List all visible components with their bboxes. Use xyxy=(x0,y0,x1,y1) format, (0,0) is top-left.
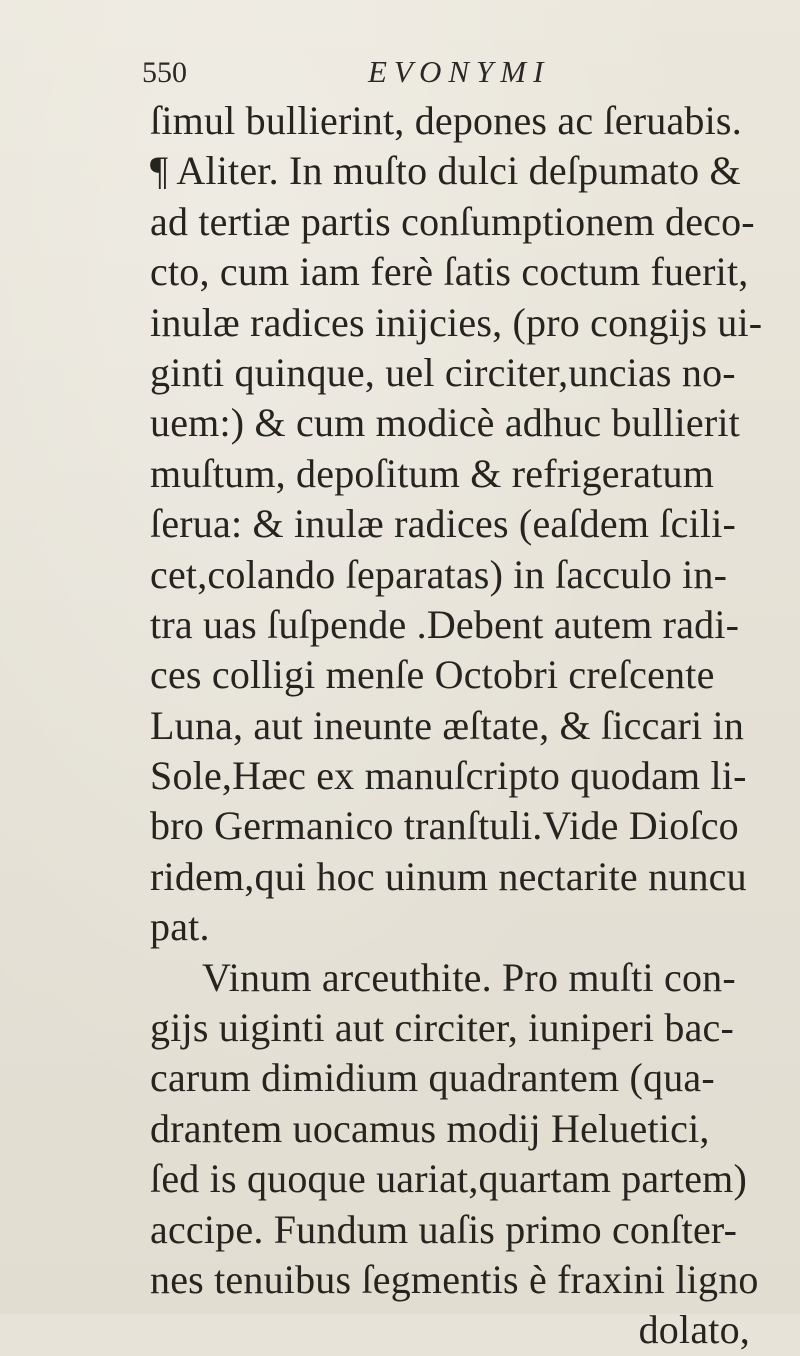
text-line: drantem uocamus modij Heluetici, xyxy=(150,1105,710,1151)
running-head: EVONYMI xyxy=(368,54,551,89)
text-line: ſimul bullierint, depones ac ſeruabis. xyxy=(150,98,742,143)
text-line: Luna, aut ineunte æſtate, & ſiccari in xyxy=(150,702,745,748)
text-line: gijs uiginti aut circiter, iuniperi bac- xyxy=(150,1005,734,1051)
text-line: cto, cum iam ferè ſatis coctum fuerit, xyxy=(150,249,749,295)
text-line: nes tenuibus ſegmentis è fraxini ligno xyxy=(150,1256,759,1302)
text-line: Vinum arceuthite. Pro muſti con- xyxy=(202,954,736,1000)
text-line: ridem,qui hoc uinum nectarite nuncu xyxy=(150,853,747,899)
text-line: pat. xyxy=(150,904,210,950)
text-line: muſtum, depoſitum & refrigeratum xyxy=(150,450,715,496)
text-line: ad tertiæ partis conſumptionem deco- xyxy=(150,198,755,244)
text-line: ſed is quoque uariat,quartam partem) xyxy=(150,1156,747,1202)
text-line: cet,colando ſeparatas) in ſacculo in- xyxy=(150,551,728,597)
text-line: bro Germanico tranſtuli.Vide Dioſco xyxy=(150,803,739,849)
text-line: dolato, xyxy=(638,1307,750,1353)
body-text xyxy=(150,96,780,1356)
text-line: ¶ Aliter. In muſto dulci deſpumato & xyxy=(150,148,741,194)
page-number: 550 xyxy=(142,56,187,89)
text-line: carum dimidium quadrantem (qua- xyxy=(150,1055,715,1101)
page-header xyxy=(0,48,800,98)
text-line: uem:) & cum modicè adhuc bullierit xyxy=(150,400,740,446)
text-line: accipe. Fundum uaſis primo conſter- xyxy=(150,1206,738,1252)
text-line: ſerua: & inulæ radices (eaſdem ſcili- xyxy=(150,501,737,547)
text-line: ginti quinque, uel circiter,uncias no- xyxy=(150,349,736,395)
text-line: tra uas ſuſpende .Debent autem radi- xyxy=(150,601,740,647)
text-line: ces colligi menſe Octobri creſcente xyxy=(150,652,715,698)
text-line: Sole,Hæc ex manuſcripto quodam li- xyxy=(150,753,747,799)
text-line: inulæ radices inijcies, (pro congijs ui- xyxy=(150,299,763,345)
